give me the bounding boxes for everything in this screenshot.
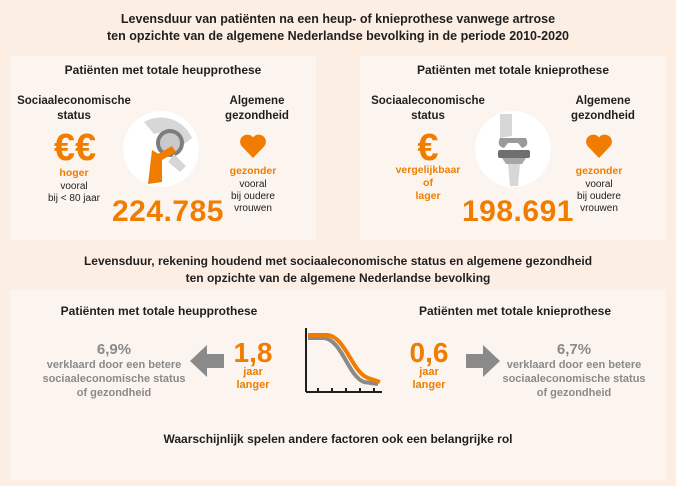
hip-joint-icon xyxy=(122,110,200,188)
hip-health-label: Algemene gezondheid xyxy=(225,95,289,122)
hip-explained-text: verklaard door een betere sociaaleconomische status of gezondheid xyxy=(42,359,186,399)
arrow-left-icon xyxy=(190,344,226,378)
hip-ses-note: vooral bij < 80 jaar xyxy=(48,181,100,204)
knee-panel-title: Patiënten met totale knieprothese xyxy=(416,63,610,77)
footer-note: Waarschijnlijk spelen andere factoren ook een belangrijke rol xyxy=(163,432,513,446)
knee-joint-icon xyxy=(474,110,552,188)
knee-years-label: jaar langer xyxy=(412,366,446,391)
hip-years-label: jaar langer xyxy=(236,366,270,391)
knee-health-label: Algemene gezondheid xyxy=(571,95,635,122)
hip-panel-title: Patiënten met totale heupprothese xyxy=(64,63,262,77)
hip-health-value: gezonder xyxy=(229,165,277,177)
knee-result-title: Patiënten met totale knieprothese xyxy=(418,304,612,318)
knee-ses-value: vergelijkbaar of lager xyxy=(395,164,461,202)
hip-health-note: vooral bij oudere vrouwen xyxy=(231,179,275,214)
hip-result-title: Patiënten met totale heupprothese xyxy=(60,304,258,318)
heart-icon xyxy=(585,133,613,159)
knee-health-note: vooral bij oudere vrouwen xyxy=(577,179,621,214)
hip-ses-label: Sociaaleconomische status xyxy=(17,95,131,122)
hip-years-gained: 1,8 xyxy=(233,337,273,368)
page-title xyxy=(0,11,676,45)
hip-explained-percent: 6,9% xyxy=(96,341,132,358)
euro-icon: € xyxy=(417,127,439,169)
survival-curve-icon xyxy=(298,326,384,396)
knee-patient-count: 198.691 xyxy=(462,195,574,228)
hip-ses-value: hoger xyxy=(59,167,89,179)
knee-years-gained: 0,6 xyxy=(409,337,449,368)
euro-icon: €€ xyxy=(53,127,97,169)
knee-explained-text: verklaard door een betere sociaaleconomische status of gezondheid xyxy=(502,359,646,399)
title-line-2: ten opzichte van de algemene Nederlandse bevolking in de periode 2010-2020 xyxy=(107,29,569,43)
hip-patient-count: 224.785 xyxy=(112,195,224,228)
knee-health-value: gezonder xyxy=(575,165,623,177)
middle-heading: Levensduur, rekening houdend met sociaaleconomische status en algemene gezondheid ten opzichte van de algemene Nederlandse bevolking xyxy=(83,254,593,285)
heart-icon xyxy=(239,133,267,159)
knee-ses-label: Sociaaleconomische status xyxy=(371,95,485,122)
knee-explained-percent: 6,7% xyxy=(556,341,592,358)
title-line-1: Levensduur van patiënten na een heup- of knieprothese vanwege artrose xyxy=(120,12,556,26)
